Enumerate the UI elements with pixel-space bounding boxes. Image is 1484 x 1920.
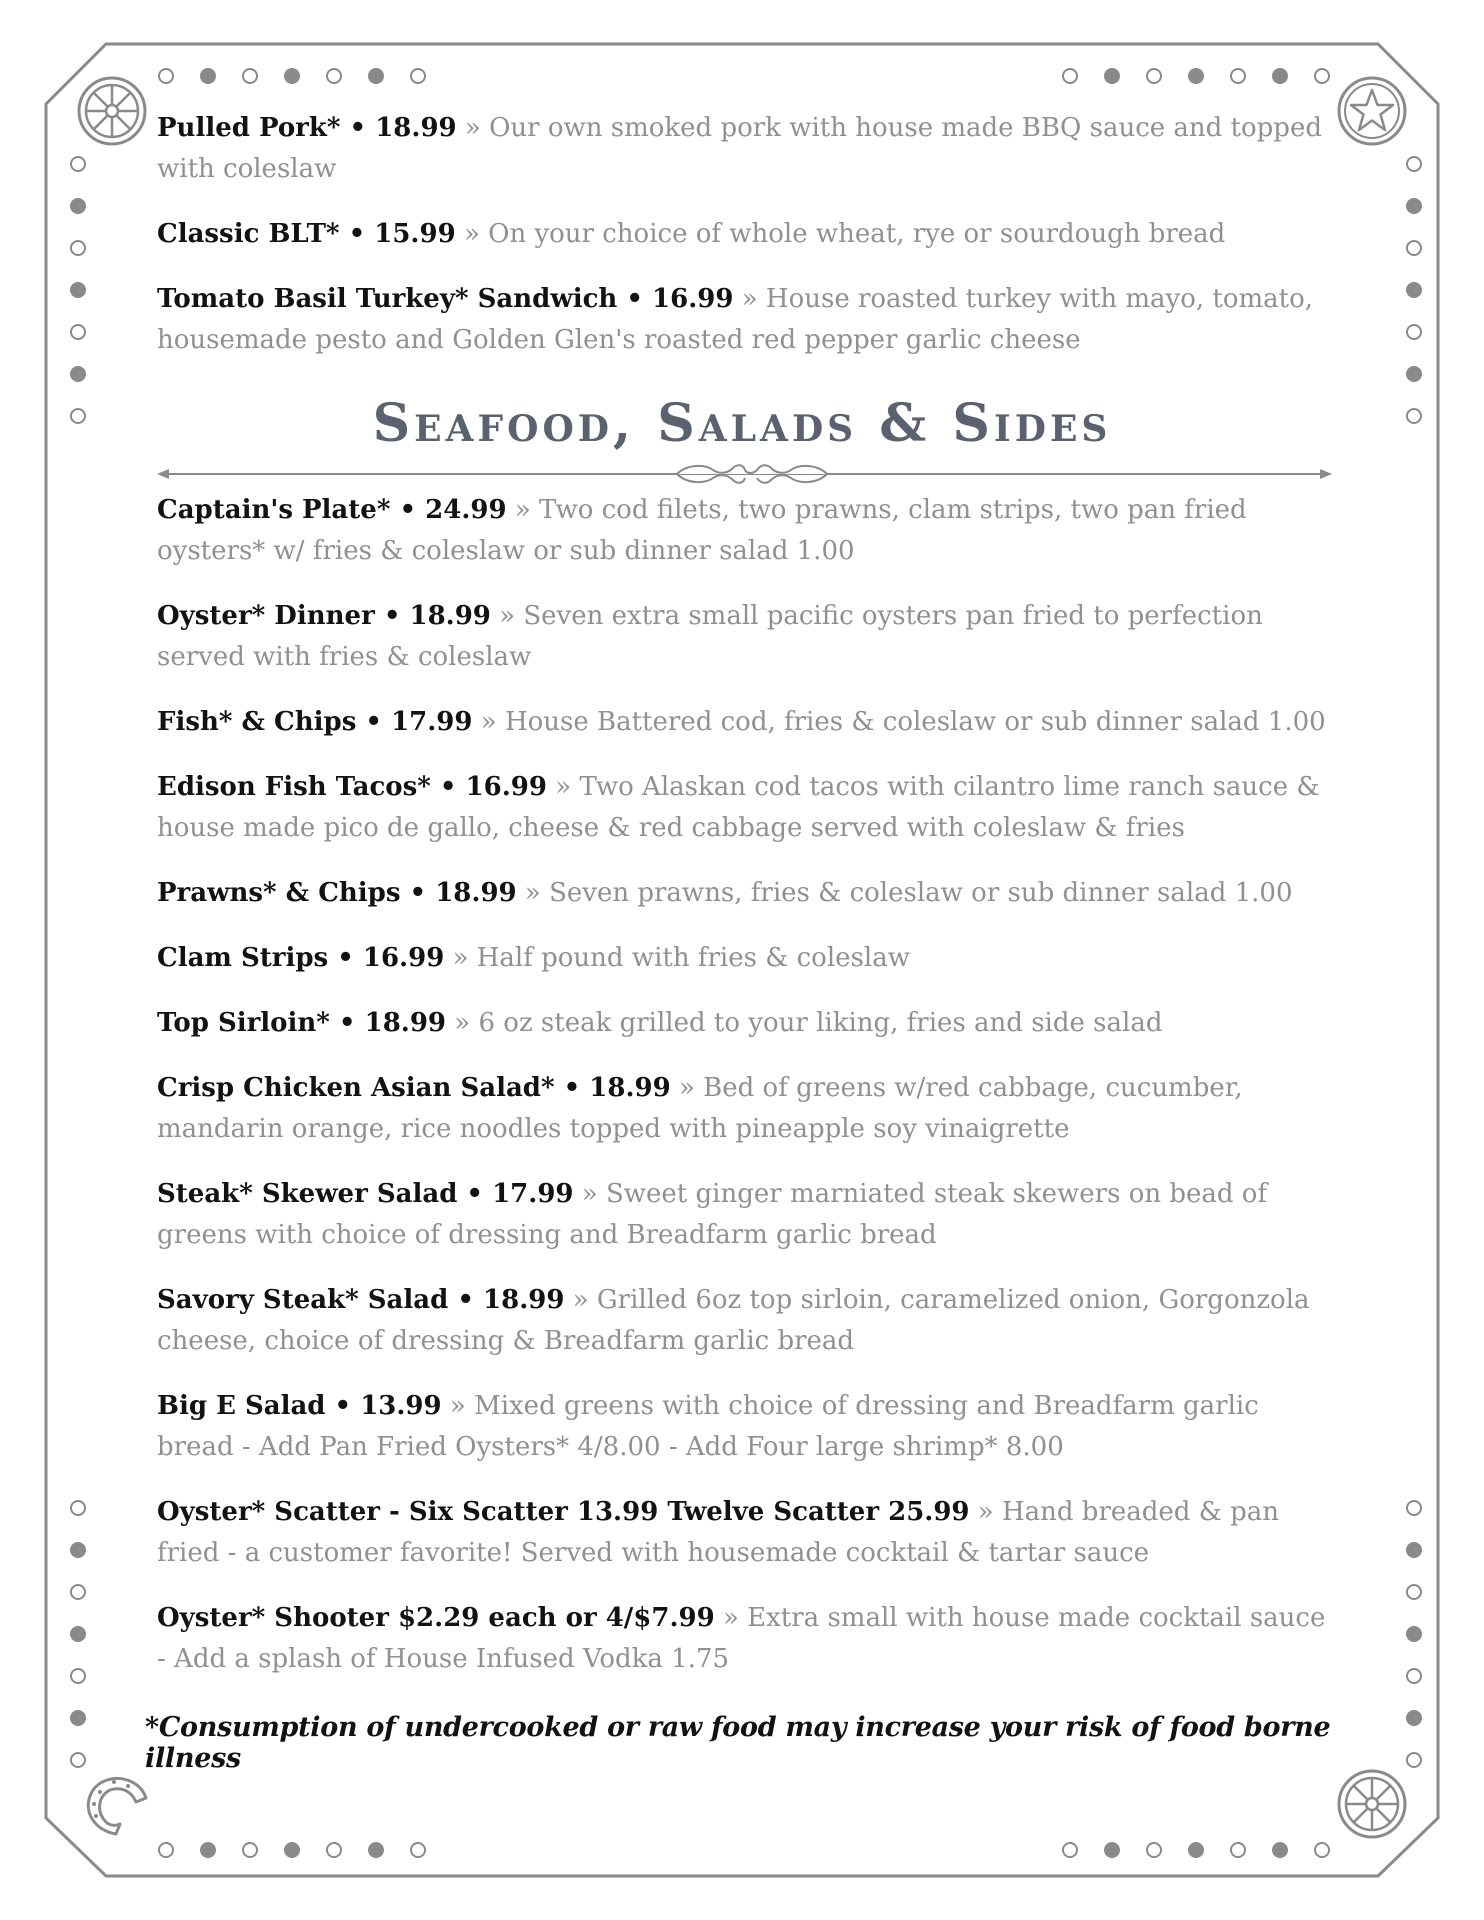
menu-item-name: Crisp Chicken Asian Salad* • 18.99 <box>157 1073 671 1103</box>
decorative-dot <box>70 1542 86 1558</box>
separator: » <box>452 943 469 973</box>
menu-item-name: Prawns* & Chips • 18.99 <box>157 878 517 908</box>
separator: » <box>449 1391 466 1421</box>
wagon-wheel-icon <box>76 75 148 147</box>
decorative-dot <box>70 1500 86 1516</box>
dot-column-right-bottom <box>1406 1500 1422 1768</box>
decorative-dot <box>284 68 300 84</box>
decorative-dot <box>1146 68 1162 84</box>
menu-item <box>157 1280 1332 1362</box>
menu-item-name: Steak* Skewer Salad • 17.99 <box>157 1179 574 1209</box>
sandwich-list <box>157 108 1332 385</box>
decorative-dot <box>158 1842 174 1858</box>
decorative-dot <box>70 156 86 172</box>
decorative-dot <box>1406 1584 1422 1600</box>
decorative-dot <box>1406 1542 1422 1558</box>
separator: » <box>977 1497 994 1527</box>
horseshoe-icon <box>76 1768 148 1840</box>
separator: » <box>454 1008 471 1038</box>
decorative-dot <box>368 1842 384 1858</box>
menu-item-name: Fish* & Chips • 17.99 <box>157 707 473 737</box>
separator: » <box>480 707 497 737</box>
menu-item <box>157 279 1332 361</box>
decorative-dot <box>1188 68 1204 84</box>
dot-row-bottom-right <box>1062 1842 1330 1858</box>
separator: » <box>524 878 541 908</box>
decorative-dot <box>1188 1842 1204 1858</box>
decorative-dot <box>1406 1710 1422 1726</box>
menu-item-name: Savory Steak* Salad • 18.99 <box>157 1285 565 1315</box>
menu-item <box>157 1174 1332 1256</box>
decorative-dot <box>1272 68 1288 84</box>
menu-item-description: Seven extra small pacific oysters pan fried to perfection served with fries & coleslaw <box>157 601 1263 672</box>
food-safety-warning: *Consumption of undercooked or raw food may increase your risk of food borne illness <box>145 1712 1331 1774</box>
decorative-dot <box>70 1584 86 1600</box>
decorative-dot <box>1230 1842 1246 1858</box>
menu-item <box>157 767 1332 849</box>
decorative-dot <box>1406 1626 1422 1642</box>
decorative-dot <box>410 68 426 84</box>
decorative-dot <box>70 1668 86 1684</box>
menu-item <box>157 702 1332 743</box>
menu-item-description: Two Alaskan cod tacos with cilantro lime ranch sauce & house made pico de gallo, cheese & red cabbage served with coleslaw & fries <box>157 772 1320 843</box>
menu-item <box>157 1068 1332 1150</box>
menu-item <box>157 490 1332 572</box>
menu-item-name: Oyster* Scatter - Six Scatter 13.99 Twelve Scatter 25.99 <box>157 1497 970 1527</box>
menu-item-name: Big E Salad • 13.99 <box>157 1391 442 1421</box>
menu-item-description: Our own smoked pork with house made BBQ sauce and topped with coleslaw <box>157 113 1322 184</box>
decorative-dot <box>70 282 86 298</box>
menu-item <box>157 938 1332 979</box>
separator: » <box>572 1285 589 1315</box>
decorative-dot <box>1406 198 1422 214</box>
menu-item-name: Oyster* Shooter $2.29 each or 4/$7.99 <box>157 1603 715 1633</box>
decorative-dot <box>1062 1842 1078 1858</box>
menu-item <box>157 108 1332 190</box>
wagon-wheel-icon <box>1336 1768 1408 1840</box>
menu-item-description: Grilled 6oz top sirloin, caramelized onion, Gorgonzola cheese, choice of dressing & Breadfarm garlic bread <box>157 1285 1310 1356</box>
decorative-dot <box>200 68 216 84</box>
decorative-dot <box>326 68 342 84</box>
menu-item-description: Bed of greens w/red cabbage, cucumber, mandarin orange, rice noodles topped with pineapple soy vinaigrette <box>157 1073 1243 1144</box>
menu-item-name: Edison Fish Tacos* • 16.99 <box>157 772 547 802</box>
separator: » <box>555 772 572 802</box>
decorative-dot <box>1314 68 1330 84</box>
menu-item-name: Clam Strips • 16.99 <box>157 943 445 973</box>
section-title: Seafood, Salads & Sides <box>372 393 1112 454</box>
menu-item <box>157 873 1332 914</box>
dot-row-top-left <box>158 68 426 84</box>
dot-row-bottom-left <box>158 1842 426 1858</box>
menu-item-description: Sweet ginger marniated steak skewers on bead of greens with choice of dressing and Breadfarm garlic bread <box>157 1179 1268 1250</box>
decorative-dot <box>1406 282 1422 298</box>
separator: » <box>463 219 480 249</box>
decorative-dot <box>1230 68 1246 84</box>
dot-column-left-top <box>70 156 86 424</box>
decorative-dot <box>1406 366 1422 382</box>
decorative-dot <box>70 198 86 214</box>
decorative-dot <box>158 68 174 84</box>
menu-item-name: Pulled Pork* • 18.99 <box>157 113 457 143</box>
separator: » <box>514 495 531 525</box>
decorative-dot <box>1406 1500 1422 1516</box>
decorative-dot <box>1406 324 1422 340</box>
star-badge-icon <box>1336 75 1408 147</box>
decorative-dot <box>326 1842 342 1858</box>
menu-item-description: On your choice of whole wheat, rye or sourdough bread <box>488 219 1226 249</box>
decorative-dot <box>1406 156 1422 172</box>
separator: » <box>741 284 758 314</box>
decorative-dot <box>70 1626 86 1642</box>
menu-item-description: Mixed greens with choice of dressing and Breadfarm garlic bread - Add Pan Fried Oysters* 4/8.00 - Add Four large shrimp* 8.00 <box>157 1391 1259 1462</box>
menu-item-description: Extra small with house made cocktail sauce - Add a splash of House Infused Vodka 1.75 <box>157 1603 1326 1674</box>
menu-item-description: 6 oz steak grilled to your liking, fries and side salad <box>478 1008 1163 1038</box>
separator: » <box>678 1073 695 1103</box>
decorative-dot <box>70 366 86 382</box>
decorative-dot <box>242 68 258 84</box>
decorative-dot <box>1406 240 1422 256</box>
decorative-dot <box>410 1842 426 1858</box>
menu-item-name: Oyster* Dinner • 18.99 <box>157 601 491 631</box>
menu-item-name: Tomato Basil Turkey* Sandwich • 16.99 <box>157 284 734 314</box>
separator: » <box>499 601 516 631</box>
separator: » <box>722 1603 739 1633</box>
decorative-dot <box>1406 1668 1422 1684</box>
decorative-dot <box>284 1842 300 1858</box>
menu-item <box>157 596 1332 678</box>
seafood-salads-sides-list <box>157 490 1332 1704</box>
decorative-dot <box>1272 1842 1288 1858</box>
menu-item <box>157 1492 1332 1574</box>
decorative-dot <box>70 324 86 340</box>
menu-item-name: Captain's Plate* • 24.99 <box>157 495 507 525</box>
menu-item <box>157 1598 1332 1680</box>
decorative-dot <box>368 68 384 84</box>
decorative-dot <box>1146 1842 1162 1858</box>
menu-item-name: Classic BLT* • 15.99 <box>157 219 456 249</box>
menu-item-name: Top Sirloin* • 18.99 <box>157 1008 447 1038</box>
decorative-dot <box>70 1710 86 1726</box>
menu-item <box>157 214 1332 255</box>
menu-item-description: Two cod filets, two prawns, clam strips, two pan fried oysters* w/ fries & coleslaw or sub dinner salad 1.00 <box>157 495 1247 566</box>
menu-item-description: Hand breaded & pan fried - a customer favorite! Served with housemade cocktail & tartar sauce <box>157 1497 1279 1568</box>
menu-item-description: House roasted turkey with mayo, tomato, housemade pesto and Golden Glen's roasted red pepper garlic cheese <box>157 284 1314 355</box>
dot-row-top-right <box>1062 68 1330 84</box>
dot-column-right-top <box>1406 156 1422 424</box>
decorative-dot <box>70 240 86 256</box>
decorative-dot <box>1104 1842 1120 1858</box>
decorative-dot <box>200 1842 216 1858</box>
menu-item-description: Half pound with fries & coleslaw <box>476 943 910 973</box>
dot-column-left-bottom <box>70 1500 86 1768</box>
decorative-dot <box>1314 1842 1330 1858</box>
menu-item-description: Seven prawns, fries & coleslaw or sub dinner salad 1.00 <box>549 878 1293 908</box>
menu-item-description: House Battered cod, fries & coleslaw or sub dinner salad 1.00 <box>504 707 1326 737</box>
decorative-dot <box>1406 1752 1422 1768</box>
decorative-dot <box>1062 68 1078 84</box>
decorative-dot <box>242 1842 258 1858</box>
separator: » <box>464 113 481 143</box>
ornamental-divider <box>157 462 1332 486</box>
menu-item <box>157 1003 1332 1044</box>
menu-item <box>157 1386 1332 1468</box>
decorative-dot <box>1104 68 1120 84</box>
separator: » <box>581 1179 598 1209</box>
decorative-dot <box>70 1752 86 1768</box>
